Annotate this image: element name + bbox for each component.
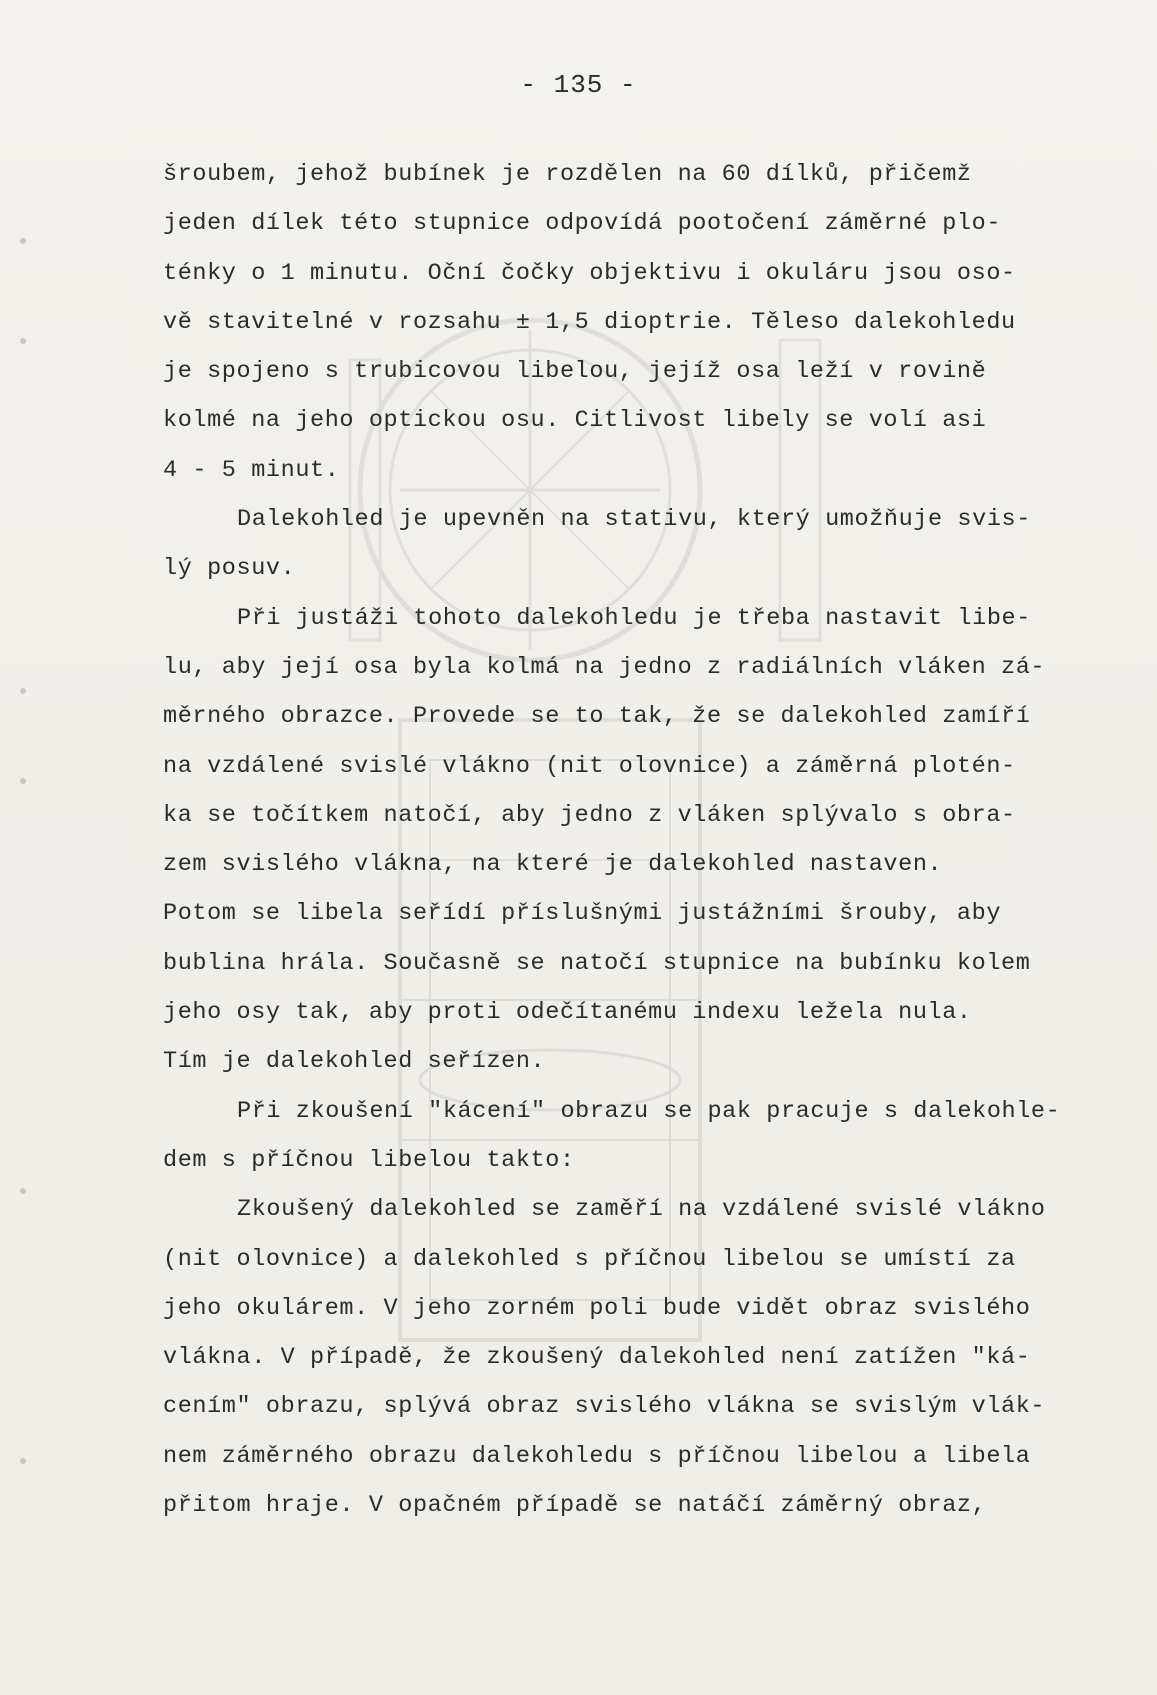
text-line: měrného obrazce. Provede se to tak, že se dalekohled zamíří — [163, 703, 1031, 731]
text-line: dem s příčnou libelou takto: — [163, 1146, 575, 1174]
margin-mark — [20, 778, 26, 784]
text-line: Tím je dalekohled seřízen. — [163, 1048, 546, 1076]
text-line: přitom hraje. V opačném případě se natáčí záměrný obraz, — [163, 1492, 987, 1520]
margin-mark — [20, 1458, 26, 1464]
text-line: 4 - 5 minut. — [163, 456, 340, 484]
text-line: Potom se libela seřídí příslušnými justážními šrouby, aby — [163, 900, 1002, 928]
text-line: šroubem, jehož bubínek je rozdělen na 60 dílků, přičemž — [163, 161, 972, 188]
text-line: bublina hrála. Současně se natočí stupnice na bubínku kolem — [163, 949, 1031, 977]
margin-mark — [20, 238, 26, 244]
paragraph-first-line: Při justáži tohoto dalekohledu je třeba nastavit libe- — [237, 604, 1031, 632]
text-line: jeden dílek této stupnice odpovídá pootočení záměrné plo- — [163, 210, 1002, 238]
paragraph-first-line: Při zkoušení "kácení" obrazu se pak pracuje s dalekohle- — [237, 1097, 1061, 1125]
text-line: lu, aby její osa byla kolmá na jedno z radiálních vláken zá- — [163, 653, 1046, 681]
text-line: jeho okulárem. V jeho zorném poli bude vidět obraz svislého — [163, 1294, 1031, 1322]
body-text — [163, 150, 1093, 1530]
text-line: lý posuv. — [163, 555, 296, 583]
text-line: vě stavitelné v rozsahu ± 1,5 dioptrie. Těleso dalekohledu — [163, 308, 1016, 336]
text-line: nem záměrného obrazu dalekohledu s příčnou libelou a libela — [163, 1442, 1031, 1470]
text-line: (nit olovnice) a dalekohled s příčnou libelou se umístí za — [163, 1245, 1016, 1273]
text-line: ka se točítkem natočí, aby jedno z vláken splývalo s obra- — [163, 801, 1016, 829]
text-line: je spojeno s trubicovou libelou, jejíž osa leží v rovině — [163, 358, 987, 386]
paragraph-first-line: Zkoušený dalekohled se zaměří na vzdálené svislé vlákno — [237, 1196, 1046, 1224]
text-line: vlákna. V případě, že zkoušený dalekohled není zatížen "ká- — [163, 1344, 1031, 1372]
text-line: zem svislého vlákna, na které je dalekohled nastaven. — [163, 851, 943, 879]
text-line: ténky o 1 minutu. Oční čočky objektivu i okuláru jsou oso- — [163, 259, 1016, 287]
text-line: cením" obrazu, splývá obraz svislého vlákna se svislým vlák- — [163, 1393, 1046, 1421]
text-line: kolmé na jeho optickou osu. Citlivost libely se volí asi — [163, 407, 987, 435]
page-number: - 135 - — [520, 70, 637, 100]
margin-mark — [20, 338, 26, 344]
margin-mark — [20, 688, 26, 694]
text-line: na vzdálené svislé vlákno (nit olovnice) a záměrná plotén- — [163, 752, 1016, 780]
paragraph-first-line: Dalekohled je upevněn na stativu, který umožňuje svis- — [237, 506, 1031, 534]
margin-mark — [20, 1188, 26, 1194]
text-line: jeho osy tak, aby proti odečítanému indexu ležela nula. — [163, 999, 972, 1027]
